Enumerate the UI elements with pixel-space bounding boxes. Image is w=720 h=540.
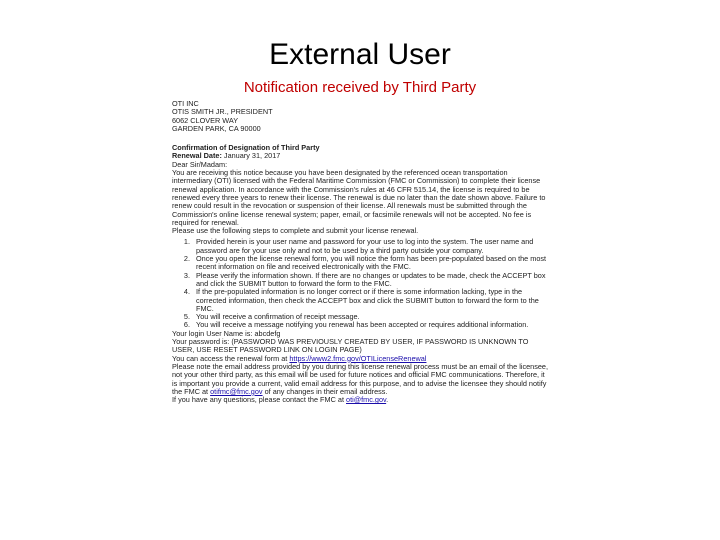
list-item bbox=[172, 272, 548, 289]
step-text: Provided herein is your user name and password for your use to log into the system. The user name and password are for your use only and not to be used by a third party outside your company. bbox=[196, 237, 534, 255]
step-text: Please verify the information shown. If there are no changes or updates to be made, check the ACCEPT box and click the SUBMIT button to forward the form to the FMC. bbox=[196, 270, 546, 288]
renewal-date-line bbox=[172, 152, 548, 160]
questions-email-link[interactable]: oti@fmc.gov bbox=[346, 395, 387, 405]
slide-subtitle: Notification received by Third Party bbox=[243, 79, 477, 96]
password-value: (PASSWORD WAS PREVIOUSLY CREATED BY USER, IF PASSWORD IS UNKNOWN TO USER, USE RESET PASSWORD LINK ON LOGIN PAGE) bbox=[172, 337, 529, 355]
step-text: You will receive a message notifying you renewal has been accepted or requires additional information. bbox=[196, 320, 529, 330]
password-label: Your password is: bbox=[172, 337, 230, 347]
step-text: If the pre-populated information is no longer correct or if there is some information lacking, type in the corrected information, then check the ACCEPT box and click the SUBMIT button to forward the form to the FMC. bbox=[196, 287, 539, 313]
address-line: GARDEN PARK, CA 90000 bbox=[172, 123, 261, 133]
step-number: 1. bbox=[183, 237, 190, 247]
questions-line bbox=[172, 396, 548, 404]
renewal-date-label: Renewal Date: bbox=[172, 151, 222, 161]
step-number: 2. bbox=[183, 254, 190, 264]
steps-list bbox=[172, 238, 548, 329]
address-line: OTIS SMITH JR., PRESIDENT bbox=[172, 107, 273, 117]
questions-period: . bbox=[386, 395, 389, 405]
letter-heading: Confirmation of Designation of Third Party bbox=[172, 143, 320, 153]
intro-paragraph: You are receiving this notice because you have been designated by the referenced ocean transportation intermediary (OTI) licensed with the Federal Maritime Commission (FMC or Commission) to complete their license renewal application. In accordance with the Commission's rules at 46 CFR 515.14, the license is required to be renewed every three years to renew their license. The renewal is due no later than the date shown above. Failure to renew could result in the revocation or suspension of their license. All renewals must be submitted through the Commission's online license renewal system; paper, email, or facsimile renewals will not be accepted. No fee is required for renewal. bbox=[172, 168, 546, 227]
step-text: Once you open the license renewal form, you will notice the form has been pre-populated based on the most recent information on file and received electronically with the FMC. bbox=[196, 254, 547, 272]
list-item bbox=[172, 238, 548, 255]
email-note-text: Please note the email address provided by you during this license renewal process must be an email of the licensee, not your other third party, as this email will be used for future notices and official FMC communications. Therefore, it is important you provide a current, valid email address for this purpose, and to advise the licensee they should notify the FMC at bbox=[172, 361, 548, 396]
email-note-link[interactable]: otifmc@fmc.gov bbox=[210, 386, 263, 396]
step-text: You will receive a confirmation of receipt message. bbox=[196, 312, 360, 322]
step-number: 6. bbox=[183, 320, 190, 330]
address-line: OTI INC bbox=[172, 99, 199, 108]
slide-title: External User bbox=[269, 38, 451, 71]
login-value: abcdefg bbox=[254, 328, 281, 338]
steps-intro: Please use the following steps to complete and submit your license renewal. bbox=[172, 226, 419, 236]
notification-letter bbox=[172, 100, 548, 404]
address-line: 6062 CLOVER WAY bbox=[172, 115, 239, 125]
step-number: 3. bbox=[183, 270, 190, 280]
step-number: 4. bbox=[183, 287, 190, 297]
list-item bbox=[172, 255, 548, 272]
email-note bbox=[172, 363, 548, 396]
password-line bbox=[172, 338, 548, 355]
login-label: Your login User Name is: bbox=[172, 328, 253, 338]
email-note-text-end: of any changes in their email address. bbox=[264, 386, 388, 396]
address-block bbox=[172, 100, 548, 133]
renewal-form-link[interactable]: https://www2.fmc.gov/OTILicenseRenewal bbox=[289, 353, 427, 363]
step-number: 5. bbox=[183, 312, 190, 322]
access-text: You can access the renewal form at bbox=[172, 353, 288, 363]
questions-text: If you have any questions, please contact the FMC at bbox=[172, 395, 344, 405]
list-item bbox=[172, 288, 548, 313]
renewal-date-value: January 31, 2017 bbox=[223, 151, 281, 161]
salutation: Dear Sir/Madam: bbox=[172, 159, 228, 169]
